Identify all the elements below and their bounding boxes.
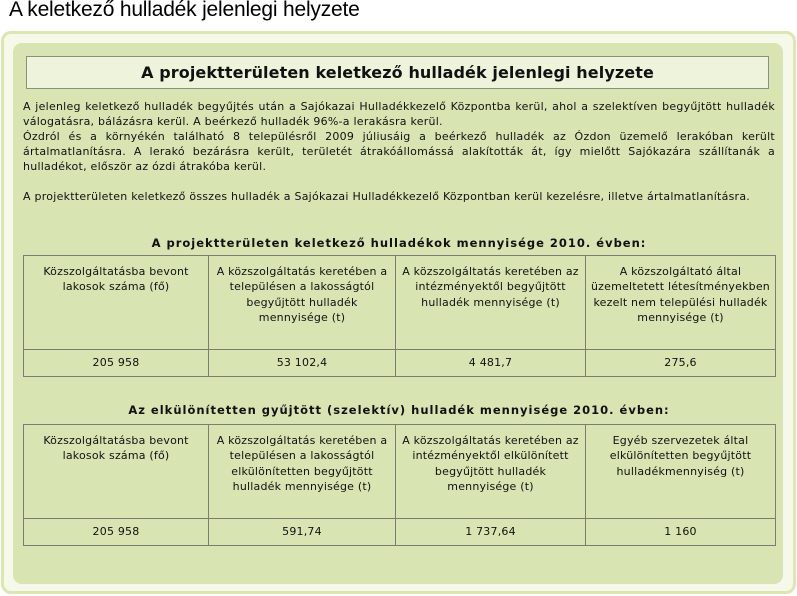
table1-waste-quantities [23,255,776,377]
table1-header-cell: Közszolgáltatásba bevont lakosok száma (fő) [24,256,209,350]
table2-header-cell: Egyéb szervezetek által elkülönítetten begyűjtött hulladékmennyiség (t) [586,425,776,519]
intro-paragraph-3: A projektterületen keletkező összes hulladék a Sajókazai Hulladékkezelő Központban kerül kezelésre, illetve ártalmatlanításra. [23,190,751,203]
intro-paragraph-2: Ózdról és a környékén található 8 településről 2009 júliusáig a beérkező hulladék az Ózdon üzemelő lerakóban került ártalmatlanításra. A lerakó bezárásra került, területét átrakóállomássá alakították át, így mielőtt Sajókazára szállítanák a hulladékot, először az ózdi átrakóba kerül. [23,130,775,173]
table2-value-cell: 205 958 [24,519,209,546]
table2-header-cell: A közszolgáltatás keretében a településen a lakosságtól elkülönítetten begyűjtött hulladék mennyisége (t) [209,425,396,519]
table2-title: Az elkülönítetten gyűjtött (szelektív) hulladék mennyisége 2010. évben: [128,403,670,417]
table2-value-cell: 1 160 [586,519,776,546]
section-heading: A projektterületen keletkező hulladék jelenlegi helyzete [26,56,769,89]
table1-value-cell: 275,6 [586,350,776,377]
table2-value-cell: 1 737,64 [396,519,586,546]
table2-value-row [24,519,776,546]
table1-value-cell: 205 958 [24,350,209,377]
table1-header-cell: A közszolgáltatás keretében a településen a lakosságtól begyűjtött hulladék mennyisége (t) [209,256,396,350]
table2-header-row [24,425,776,519]
content-panel [13,43,783,584]
content-frame [1,31,796,594]
table1-value-cell: 4 481,7 [396,350,586,377]
intro-paragraph-1: A jelenleg keletkező hulladék begyűjtés után a Sajókazai Hulladékkezelő Központba kerül, ahol a szelektíven begyűjtött hulladék válogatásra, bálázásra kerül. A beérkező hulladék 96%-a lerakásra kerül. [23,100,775,128]
table1-header-cell: A közszolgáltatás keretében az intézményektől begyűjtött hulladék mennyisége (t) [396,256,586,350]
table2-selective-waste [23,424,776,546]
table1-value-cell: 53 102,4 [209,350,396,377]
table2-header-cell: A közszolgáltatás keretében az intézményektől elkülönített begyűjtött hulladék mennyisége (t) [396,425,586,519]
table2-value-cell: 591,74 [209,519,396,546]
table1-title: A projektterületen keletkező hulladékok mennyisége 2010. évben: [151,236,647,250]
page-title: A keletkező hulladék jelenlegi helyzete [9,0,360,21]
table1-header-cell: A közszolgáltató által üzemeltetett létesítményekben kezelt nem települési hulladék mennyisége (t) [586,256,776,350]
table2-header-cell: Közszolgáltatásba bevont lakosok száma (fő) [24,425,209,519]
intro-text [23,99,775,204]
table1-value-row [24,350,776,377]
table1-header-row [24,256,776,350]
